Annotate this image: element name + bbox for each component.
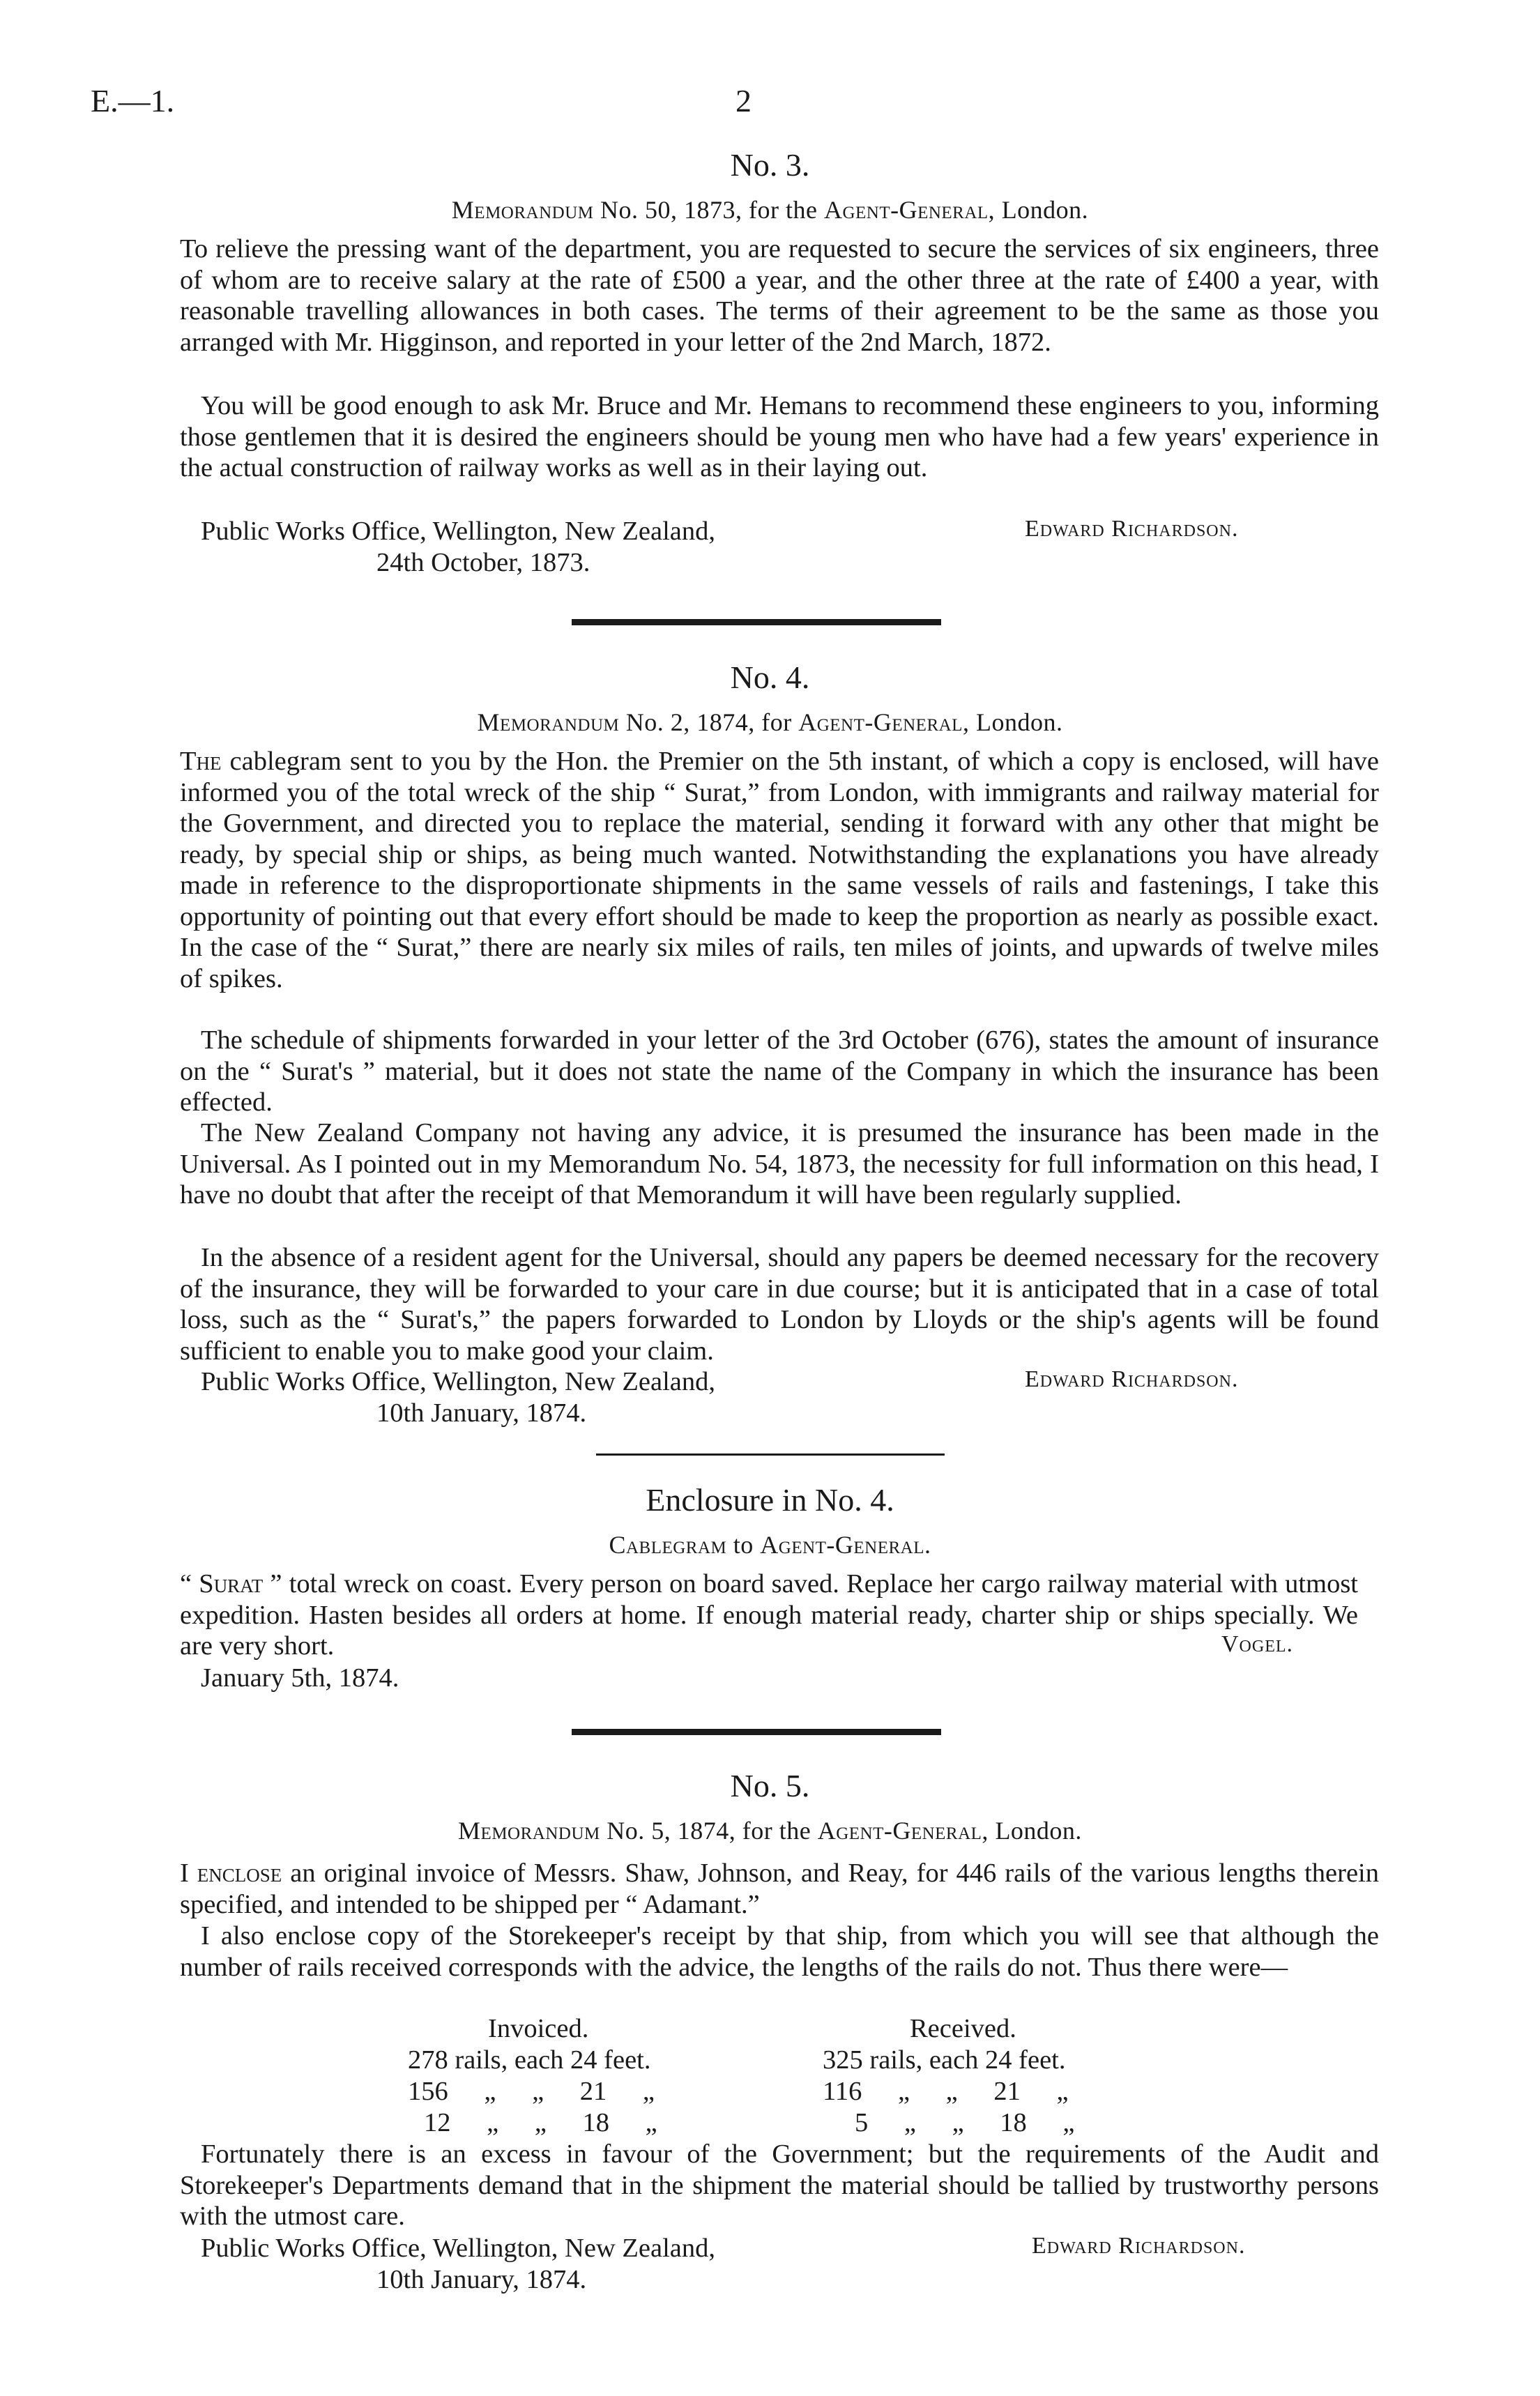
- section-divider: [572, 1729, 941, 1735]
- memo-place: London.: [975, 708, 1063, 736]
- no3-date: 24th October, 1873.: [376, 548, 590, 577]
- no3-paragraph-2: You will be good enough to ask Mr. Bruce and Mr. Hemans to recommend these engineers to you, informing those gentlemen that it is desired the engineers should be young men who have had a few years' experience in the actual construction of railway works as well as in their laying out.: [180, 391, 1379, 482]
- memo-place: London.: [995, 1817, 1082, 1845]
- cablegram-text: [180, 1569, 1358, 1662]
- cablegram-label: Cablegram: [609, 1531, 727, 1559]
- no3-office: Public Works Office, Wellington, New Zealand,: [201, 517, 715, 546]
- table-header-received: Received.: [910, 2014, 1016, 2043]
- no4-paragraph-3: The New Zealand Company not having any advice, it is presumed the insurance has been made in the Universal. As I pointed out in my Memorandum No. 54, 1873, the necessity for full information on this head, I have no doubt that after the receipt of that Memorandum it will have been regularly supplied.: [180, 1118, 1379, 1210]
- memo-label: Memorandum: [451, 196, 594, 224]
- cablegram-recipient: Agent-General.: [760, 1531, 931, 1559]
- no5-paragraph-3: Fortunately there is an excess in favour of the Government; but the requirements of the Audit and Storekeeper's Departments demand that in the shipment the material should be tallied by trustworthy persons with the utmost care.: [180, 2139, 1379, 2231]
- no5-signature: Edward Richardson.: [1032, 2233, 1246, 2259]
- table-cell-invoiced: 278 rails, each 24 feet.: [408, 2045, 651, 2075]
- cablegram-body: total wreck on coast. Every person on board saved. Replace her cargo railway material with utmost expedition. Hasten besides all orders at home. If enough material ready, charter ship or ships specially. We are very short.: [180, 1569, 1359, 1661]
- section-heading-no5: No. 5.: [730, 1768, 810, 1803]
- no5-paragraph-1-text: an original invoice of Messrs. Shaw, Johnson, and Reay, for 446 rails of the various lengths therein specified, and intended to be shipped per “ Adamant.”: [180, 1859, 1379, 1919]
- table-cell-received: 5 „ „ 18 „: [855, 2108, 1075, 2137]
- no4-office: Public Works Office, Wellington, New Zealand,: [201, 1367, 715, 1396]
- page-number: 2: [735, 83, 752, 119]
- no5-lead-words: I enclose: [180, 1859, 282, 1888]
- no3-paragraph-1: To relieve the pressing want of the department, you are requested to secure the services of six engineers, three of whom are to receive salary at the rate of £500 a year, and the other three at the rate of £400 a year, with reasonable travelling allowances in both cases. The terms of their agreement to be the same as those you arranged with Mr. Higginson, and reported in your letter of the 2nd March, 1872.: [180, 234, 1379, 357]
- table-cell-invoiced: 156 „ „ 21 „: [408, 2077, 655, 2106]
- no4-paragraph-1: [180, 746, 1379, 994]
- memo-number: No. 2, 1874, for: [625, 708, 792, 736]
- memo-title-no5: [0, 1816, 1540, 1845]
- cablegram-date: January 5th, 1874.: [201, 1663, 399, 1693]
- memo-recipient: Agent-General,: [798, 708, 970, 736]
- table-cell-invoiced: 12 „ „ 18 „: [424, 2108, 657, 2137]
- no4-paragraph-1-text: cablegram sent to you by the Hon. the Premier on the 5th instant, of which a copy is enclosed, will have informed you of the total wreck of the ship “ Surat,” from London, with immigrants and railway material for the Government, and directed you to replace the material, sending it forward with any other that might be ready, by special ship or ships, as being much wanted. Notwithstanding the explanations you have already made in reference to the disproportionate shipments in the same vessels of rails and fastenings, I take this opportunity of pointing out that every effort should be made to keep the proportion as nearly as possible exact. In the case of the “ Surat,” there are nearly six miles of rails, ten miles of joints, and upwards of twelve miles of spikes.: [180, 747, 1380, 993]
- no4-paragraph-4: In the absence of a resident agent for the Universal, should any papers be deemed necessary for the recovery of the insurance, they will be forwarded to your care in due course; but it is anticipated that in a case of total loss, such as the “ Surat's,” the papers forwarded to London by Lloyds or the ship's agents will be found sufficient to enable you to make good your claim.: [180, 1243, 1379, 1366]
- memo-recipient: Agent-General,: [817, 1817, 989, 1845]
- no4-paragraph-2: The schedule of shipments forwarded in your letter of the 3rd October (676), states the amount of insurance on the “ Surat's ” material, but it does not state the name of the Company in which the insurance has been effected.: [180, 1025, 1379, 1117]
- section-heading-no3: No. 3.: [730, 147, 810, 183]
- cablegram-lead: “ Surat ”: [180, 1569, 282, 1598]
- no5-office: Public Works Office, Wellington, New Zealand,: [201, 2234, 715, 2263]
- document-reference: E.—1.: [91, 83, 175, 119]
- memo-recipient: Agent-General,: [823, 196, 996, 224]
- cablegram-to: to: [733, 1531, 754, 1559]
- memo-number: No. 5, 1874, for the: [607, 1817, 811, 1845]
- cablegram-signature: Vogel.: [1221, 1631, 1294, 1657]
- section-divider-thin: [596, 1453, 945, 1456]
- no4-date: 10th January, 1874.: [376, 1398, 587, 1428]
- section-heading-no4: No. 4.: [730, 659, 810, 695]
- no5-date: 10th January, 1874.: [376, 2265, 587, 2294]
- no3-signature: Edward Richardson.: [1025, 516, 1239, 542]
- memo-label: Memorandum: [458, 1817, 600, 1845]
- no5-paragraph-2: I also enclose copy of the Storekeeper's receipt by that ship, from which you will see that although the number of rails received corresponds with the advice, the lengths of the rails do not. Thus there were—: [180, 1921, 1379, 1982]
- memo-place: London.: [1001, 196, 1089, 224]
- no4-lead-word: The: [180, 747, 222, 776]
- no5-paragraph-1: [180, 1858, 1379, 1920]
- table-header-invoiced: Invoiced.: [488, 2014, 589, 2043]
- memo-title-no4: [0, 708, 1540, 737]
- table-cell-received: 116 „ „ 21 „: [823, 2077, 1069, 2106]
- memo-number: No. 50, 1873, for the: [600, 196, 818, 224]
- memo-label: Memorandum: [477, 708, 620, 736]
- no4-signature: Edward Richardson.: [1025, 1366, 1239, 1392]
- table-cell-received: 325 rails, each 24 feet.: [823, 2045, 1066, 2075]
- enclosure-heading: Enclosure in No. 4.: [646, 1482, 894, 1518]
- section-divider: [572, 619, 941, 625]
- cablegram-title: [0, 1530, 1540, 1559]
- memo-title-no3: [0, 195, 1540, 224]
